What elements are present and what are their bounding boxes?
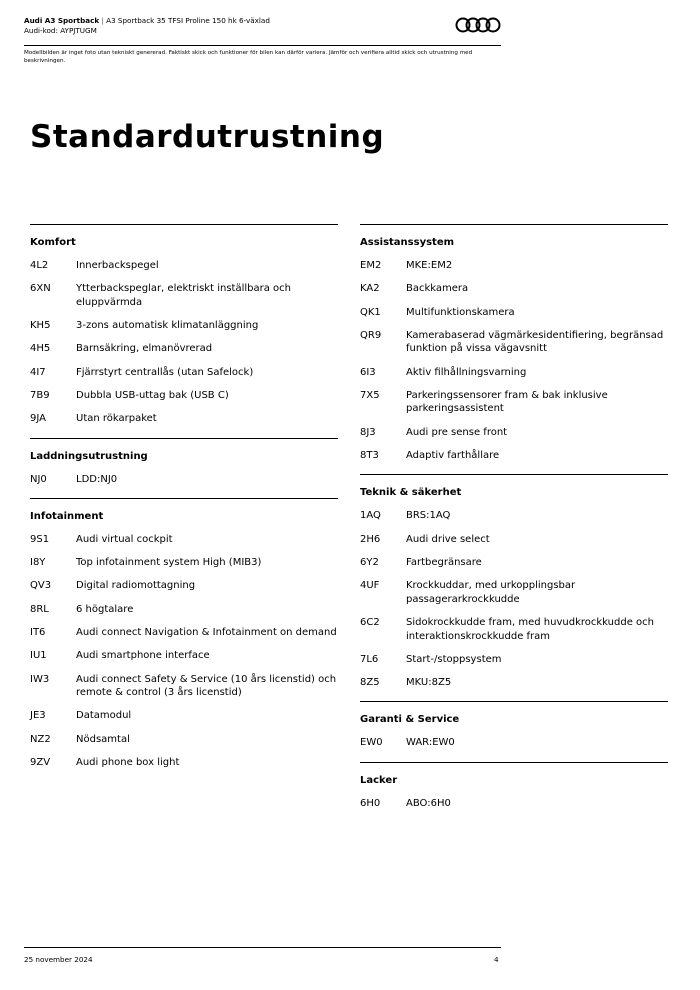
equipment-code: 4UF [360,580,380,592]
equipment-section [30,438,338,498]
section-title: Laddningsutrustning [30,450,148,462]
equipment-code: IW3 [30,673,50,685]
equipment-row [30,579,338,593]
equipment-description: Audi connect Navigation & Infotainment on demand [76,627,337,639]
equipment-description: LDD:NJ0 [76,473,118,485]
equipment-code: 9JA [30,413,46,425]
equipment-code: IU1 [30,650,47,662]
equipment-row [30,709,338,723]
equipment-description: Audi drive select [406,533,490,545]
equipment-section [360,762,668,822]
equipment-row [360,389,668,416]
equipment-row [360,306,668,320]
header-model: Audi A3 Sportback [24,16,100,25]
document-header [24,16,501,36]
equipment-section [360,224,668,474]
equipment-code: 6Y2 [360,556,379,568]
equipment-row [360,616,668,643]
page-title: Standardutrustning [30,119,385,155]
equipment-code: 2H6 [360,533,381,545]
header-variant: A3 Sportback 35 TFSI Proline 150 hk 6-växlad [106,16,270,25]
equipment-code: 9ZV [30,757,51,769]
equipment-description: Dubbla USB-uttag bak (USB C) [76,389,229,401]
equipment-description: MKU:8Z5 [406,677,452,689]
equipment-description: Audi virtual cockpit [76,533,173,545]
equipment-row [30,389,338,403]
equipment-code: KA2 [360,283,380,295]
equipment-code: 7X5 [360,389,380,401]
equipment-code: KH5 [30,320,51,332]
equipment-description: Fjärrstyrt centrallås (utan Safelock) [76,366,254,378]
equipment-description: Audi phone box light [76,757,180,769]
equipment-description: Krockkuddar, med urkopplingsbar passagerarkrockkudde [406,580,576,605]
equipment-row [360,329,668,356]
equipment-description: 3-zons automatisk klimatanläggning [76,320,259,332]
header-audi-code: Audi-kod: AYPJTUGM [24,26,97,35]
equipment-row [30,556,338,570]
equipment-code: 6C2 [360,617,380,629]
equipment-row [360,797,668,811]
equipment-description: Backkamera [406,283,469,295]
equipment-code: 8T3 [360,450,379,462]
disclaimer-text: Modellbilden är inget foto utan tekniskt genererad. Faktiskt skick och funktioner för bilen kan därför variera. Jämför och verifiera alltid skick och utrustning med beskrivningen. [24,50,473,65]
equipment-code: 6H0 [360,797,381,809]
equipment-code: 7B9 [30,389,50,401]
equipment-code: I8Y [30,557,46,569]
equipment-description: Aktiv filhållningsvarning [406,366,527,378]
equipment-description: Audi smartphone interface [76,650,210,662]
equipment-description: Utan rökarpaket [76,413,157,425]
equipment-row [360,282,668,296]
equipment-description: Top infotainment system High (MIB3) [76,557,262,569]
section-title: Komfort [30,237,76,248]
equipment-code: EW0 [360,737,383,749]
equipment-code: 6XN [30,283,51,295]
equipment-row [30,733,338,747]
footer-date: 25 november 2024 [24,955,93,964]
equipment-code: 8RL [30,603,49,615]
equipment-code: IT6 [30,627,46,639]
equipment-code: NZ2 [30,733,51,745]
section-title: Garanti & Service [360,714,460,726]
equipment-code: 8Z5 [360,677,380,689]
equipment-section [360,474,668,701]
equipment-description: Start-/stoppsystem [406,653,502,665]
equipment-row [30,649,338,663]
equipment-description: WAR:EW0 [406,737,455,749]
header-separator: | [101,16,104,25]
section-title: Assistanssystem [360,237,455,248]
equipment-description: BRS:1AQ [406,510,451,522]
equipment-row [360,449,668,463]
equipment-code: 6I3 [360,366,376,378]
section-title: Teknik & säkerhet [360,487,462,499]
equipment-description: 6 högtalare [76,603,134,615]
equipment-description: Digital radiomottagning [76,580,196,592]
equipment-code: 9S1 [30,533,50,545]
equipment-description: Parkeringssensorer fram & bak inklusive parkeringsassistent [406,389,608,415]
equipment-section [30,498,338,781]
equipment-description: Multifunktionskamera [406,306,515,318]
equipment-code: EM2 [360,260,382,271]
equipment-row [360,579,668,606]
equipment-code: QK1 [360,306,381,318]
equipment-code: 7L6 [360,653,379,665]
equipment-code: 1AQ [360,510,381,522]
equipment-code: NJ0 [30,473,47,485]
section-title: Infotainment [30,510,104,522]
equipment-code: 8J3 [360,426,376,438]
equipment-row [360,736,668,750]
equipment-row [30,366,338,380]
equipment-row [30,473,338,487]
equipment-row [30,673,338,700]
equipment-row [360,509,668,523]
equipment-description: Innerbackspegel [76,260,159,271]
page-number: 4 [494,955,499,964]
equipment-code: QR9 [360,329,382,341]
equipment-description: Audi pre sense front [406,426,508,438]
equipment-row [360,366,668,380]
equipment-row [30,319,338,333]
equipment-row [30,533,338,547]
equipment-row [360,653,668,667]
equipment-description: Adaptiv farthållare [406,450,500,462]
equipment-row [30,259,338,273]
equipment-code: 4L2 [30,260,49,271]
equipment-row [360,556,668,570]
equipment-description: Kamerabaserad vägmärkesidentifiering, begränsad funktion på vissa vägavsnitt [406,329,664,355]
equipment-row [30,756,338,770]
audi-rings-icon [455,16,501,34]
equipment-code: JE3 [30,710,46,722]
left-column [30,224,338,781]
equipment-row [360,259,668,273]
equipment-row [30,412,338,426]
header-model-line [24,16,501,26]
footer-divider [24,947,501,948]
equipment-row [360,676,668,690]
equipment-row [360,426,668,440]
equipment-section [30,224,338,438]
equipment-description: Ytterbackspeglar, elektriskt inställbara och eluppvärmda [76,283,291,308]
equipment-code: QV3 [30,580,52,592]
equipment-row [30,626,338,640]
equipment-row [360,533,668,547]
equipment-description: MKE:EM2 [406,260,453,271]
header-divider [24,45,501,46]
equipment-description: Datamodul [76,710,132,722]
section-title: Lacker [360,774,398,786]
equipment-code: 4I7 [30,366,46,378]
equipment-section [360,701,668,761]
right-column [360,224,668,822]
equipment-description: Nödsamtal [76,733,130,745]
equipment-description: Audi connect Safety & Service (10 års licenstid) och remote & control (3 års licenstid) [76,673,337,699]
equipment-row [30,603,338,617]
equipment-description: Fartbegränsare [406,556,482,568]
equipment-description: Barnsäkring, elmanövrerad [76,343,213,355]
equipment-row [30,282,338,309]
equipment-code: 4H5 [30,343,51,355]
equipment-row [30,342,338,356]
equipment-description: ABO:6H0 [406,797,451,809]
equipment-description: Sidokrockkudde fram, med huvudkrockkudde och interaktionskrockkudde fram [406,617,654,642]
